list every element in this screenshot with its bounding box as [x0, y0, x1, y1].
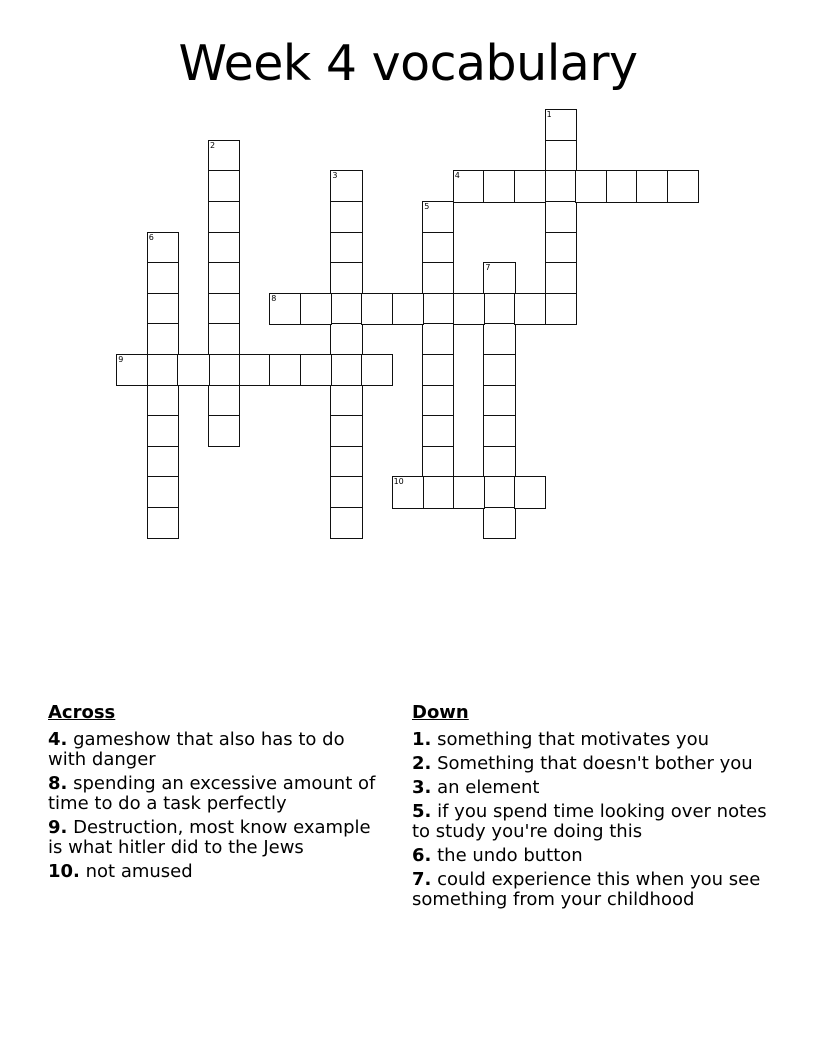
- cell-number: 3: [332, 171, 338, 181]
- clue-down-3: [412, 778, 772, 798]
- cell-number: 9: [118, 355, 124, 364]
- grid-cell[interactable]: [330, 446, 362, 478]
- grid-cell[interactable]: [545, 293, 577, 325]
- grid-cell[interactable]: [177, 354, 209, 386]
- grid-cell[interactable]: [422, 201, 454, 233]
- grid-cell[interactable]: [208, 140, 240, 172]
- page-title: Week 4 vocabulary: [178, 35, 638, 92]
- grid-cell[interactable]: [483, 446, 515, 478]
- grid-cell[interactable]: [330, 262, 362, 294]
- clue-text: gameshow that also has to do with danger: [48, 729, 345, 770]
- grid-cell[interactable]: [514, 293, 546, 325]
- clue-down-1: [412, 730, 772, 750]
- grid-cell[interactable]: [545, 170, 577, 202]
- down-clues: [412, 702, 772, 914]
- grid-cell[interactable]: [330, 232, 362, 264]
- grid-cell[interactable]: [453, 476, 485, 508]
- grid-cell[interactable]: [483, 385, 515, 417]
- grid-cell[interactable]: [483, 323, 515, 355]
- grid-cell[interactable]: [330, 507, 362, 539]
- clue-number: 6.: [412, 845, 432, 866]
- across-clues: [48, 702, 388, 886]
- grid-cell[interactable]: [422, 354, 454, 386]
- clue-number: 9.: [48, 817, 68, 838]
- cell-number: 7: [485, 263, 491, 273]
- clue-number: 7.: [412, 869, 432, 890]
- grid-cell[interactable]: [422, 446, 454, 478]
- grid-cell[interactable]: [147, 262, 179, 294]
- grid-cell[interactable]: [208, 385, 240, 417]
- clue-number: 3.: [412, 777, 432, 798]
- clue-number: 4.: [48, 729, 68, 750]
- grid-cell[interactable]: [667, 170, 699, 202]
- grid-cell[interactable]: [269, 354, 301, 386]
- grid-cell[interactable]: [483, 476, 515, 508]
- grid-cell[interactable]: [422, 385, 454, 417]
- grid-cell[interactable]: [483, 415, 515, 447]
- grid-cell[interactable]: [330, 323, 362, 355]
- grid-cell[interactable]: [208, 201, 240, 233]
- clue-across-10: [48, 862, 388, 882]
- grid-cell[interactable]: [147, 476, 179, 508]
- grid-cell[interactable]: [300, 354, 332, 386]
- clue-number: 10.: [48, 861, 80, 882]
- grid-cell[interactable]: [208, 170, 240, 202]
- cell-number: 4: [454, 171, 460, 181]
- grid-cell[interactable]: [208, 354, 240, 386]
- clue-text: if you spend time looking over notes to study you're doing this: [412, 801, 767, 842]
- grid-cell[interactable]: [422, 415, 454, 447]
- grid-cell[interactable]: [208, 262, 240, 294]
- clue-across-8: [48, 774, 388, 814]
- grid-cell[interactable]: [330, 293, 362, 325]
- clue-number: 8.: [48, 773, 68, 794]
- grid-cell[interactable]: [208, 323, 240, 355]
- cell-number: 6: [148, 232, 154, 242]
- clue-across-9: [48, 818, 388, 858]
- grid-cell[interactable]: [208, 293, 240, 325]
- down-heading: Down: [412, 702, 469, 723]
- grid-cell[interactable]: [116, 354, 148, 386]
- grid-cell[interactable]: [361, 354, 393, 386]
- grid-cell[interactable]: [239, 354, 271, 386]
- clue-text: something that motivates you: [437, 729, 709, 750]
- grid-cell[interactable]: [422, 232, 454, 264]
- clue-text: an element: [437, 777, 540, 798]
- grid-cell[interactable]: [147, 354, 179, 386]
- clue-text: could experience this when you see something from your childhood: [412, 869, 761, 910]
- grid-cell[interactable]: [330, 385, 362, 417]
- grid-cell[interactable]: [636, 170, 668, 202]
- clue-text: Destruction, most know example is what hitler did to the Jews: [48, 817, 371, 858]
- clue-number: 1.: [412, 729, 432, 750]
- grid-cell[interactable]: [147, 232, 179, 264]
- grid-cell[interactable]: [392, 293, 424, 325]
- grid-cell[interactable]: [208, 232, 240, 264]
- grid-cell[interactable]: [147, 415, 179, 447]
- grid-cell[interactable]: [330, 476, 362, 508]
- grid-cell[interactable]: [545, 140, 577, 172]
- grid-cell[interactable]: [330, 415, 362, 447]
- clue-number: 5.: [412, 801, 432, 822]
- grid-cell[interactable]: [545, 232, 577, 264]
- grid-cell[interactable]: [545, 109, 577, 141]
- grid-cell[interactable]: [330, 170, 362, 202]
- clue-text: spending an excessive amount of time to do a task perfectly: [48, 773, 376, 814]
- grid-cell[interactable]: [606, 170, 638, 202]
- grid-cell[interactable]: [483, 293, 515, 325]
- grid-cell[interactable]: [453, 293, 485, 325]
- grid-cell[interactable]: [330, 354, 362, 386]
- grid-cell[interactable]: [147, 293, 179, 325]
- grid-cell[interactable]: [514, 476, 546, 508]
- clue-down-6: [412, 846, 772, 866]
- grid-cell[interactable]: [483, 170, 515, 202]
- clue-down-7: [412, 870, 772, 910]
- across-heading: Across: [48, 702, 116, 723]
- grid-cell[interactable]: [514, 170, 546, 202]
- grid-cell[interactable]: [147, 446, 179, 478]
- grid-cell[interactable]: [575, 170, 607, 202]
- grid-cell[interactable]: [300, 293, 332, 325]
- clue-text: not amused: [85, 861, 193, 882]
- grid-cell[interactable]: [422, 262, 454, 294]
- grid-cell[interactable]: [147, 323, 179, 355]
- grid-cell[interactable]: [147, 385, 179, 417]
- grid-cell[interactable]: [545, 201, 577, 233]
- grid-cell[interactable]: [422, 476, 454, 508]
- cell-number: 2: [210, 140, 216, 150]
- clue-across-4: [48, 730, 388, 770]
- grid-cell[interactable]: [483, 354, 515, 386]
- grid-cell[interactable]: [545, 262, 577, 294]
- grid-cell[interactable]: [453, 170, 485, 202]
- grid-cell[interactable]: [483, 507, 515, 539]
- clue-down-5: [412, 802, 772, 842]
- grid-cell[interactable]: [269, 293, 301, 325]
- grid-cell[interactable]: [392, 476, 424, 508]
- clue-text: Something that doesn't bother you: [437, 753, 753, 774]
- cell-number: 8: [271, 293, 277, 303]
- clue-text: the undo button: [437, 845, 583, 866]
- cell-number: 5: [424, 202, 430, 211]
- cell-number: 10: [393, 477, 404, 487]
- grid-cell[interactable]: [147, 507, 179, 539]
- grid-cell[interactable]: [330, 201, 362, 233]
- grid-cell[interactable]: [483, 262, 515, 294]
- grid-cell[interactable]: [422, 323, 454, 355]
- cell-number: 1: [546, 110, 552, 120]
- clue-number: 2.: [412, 753, 432, 774]
- clue-down-2: [412, 754, 772, 774]
- grid-cell[interactable]: [361, 293, 393, 325]
- grid-cell[interactable]: [422, 293, 454, 325]
- grid-cell[interactable]: [208, 415, 240, 447]
